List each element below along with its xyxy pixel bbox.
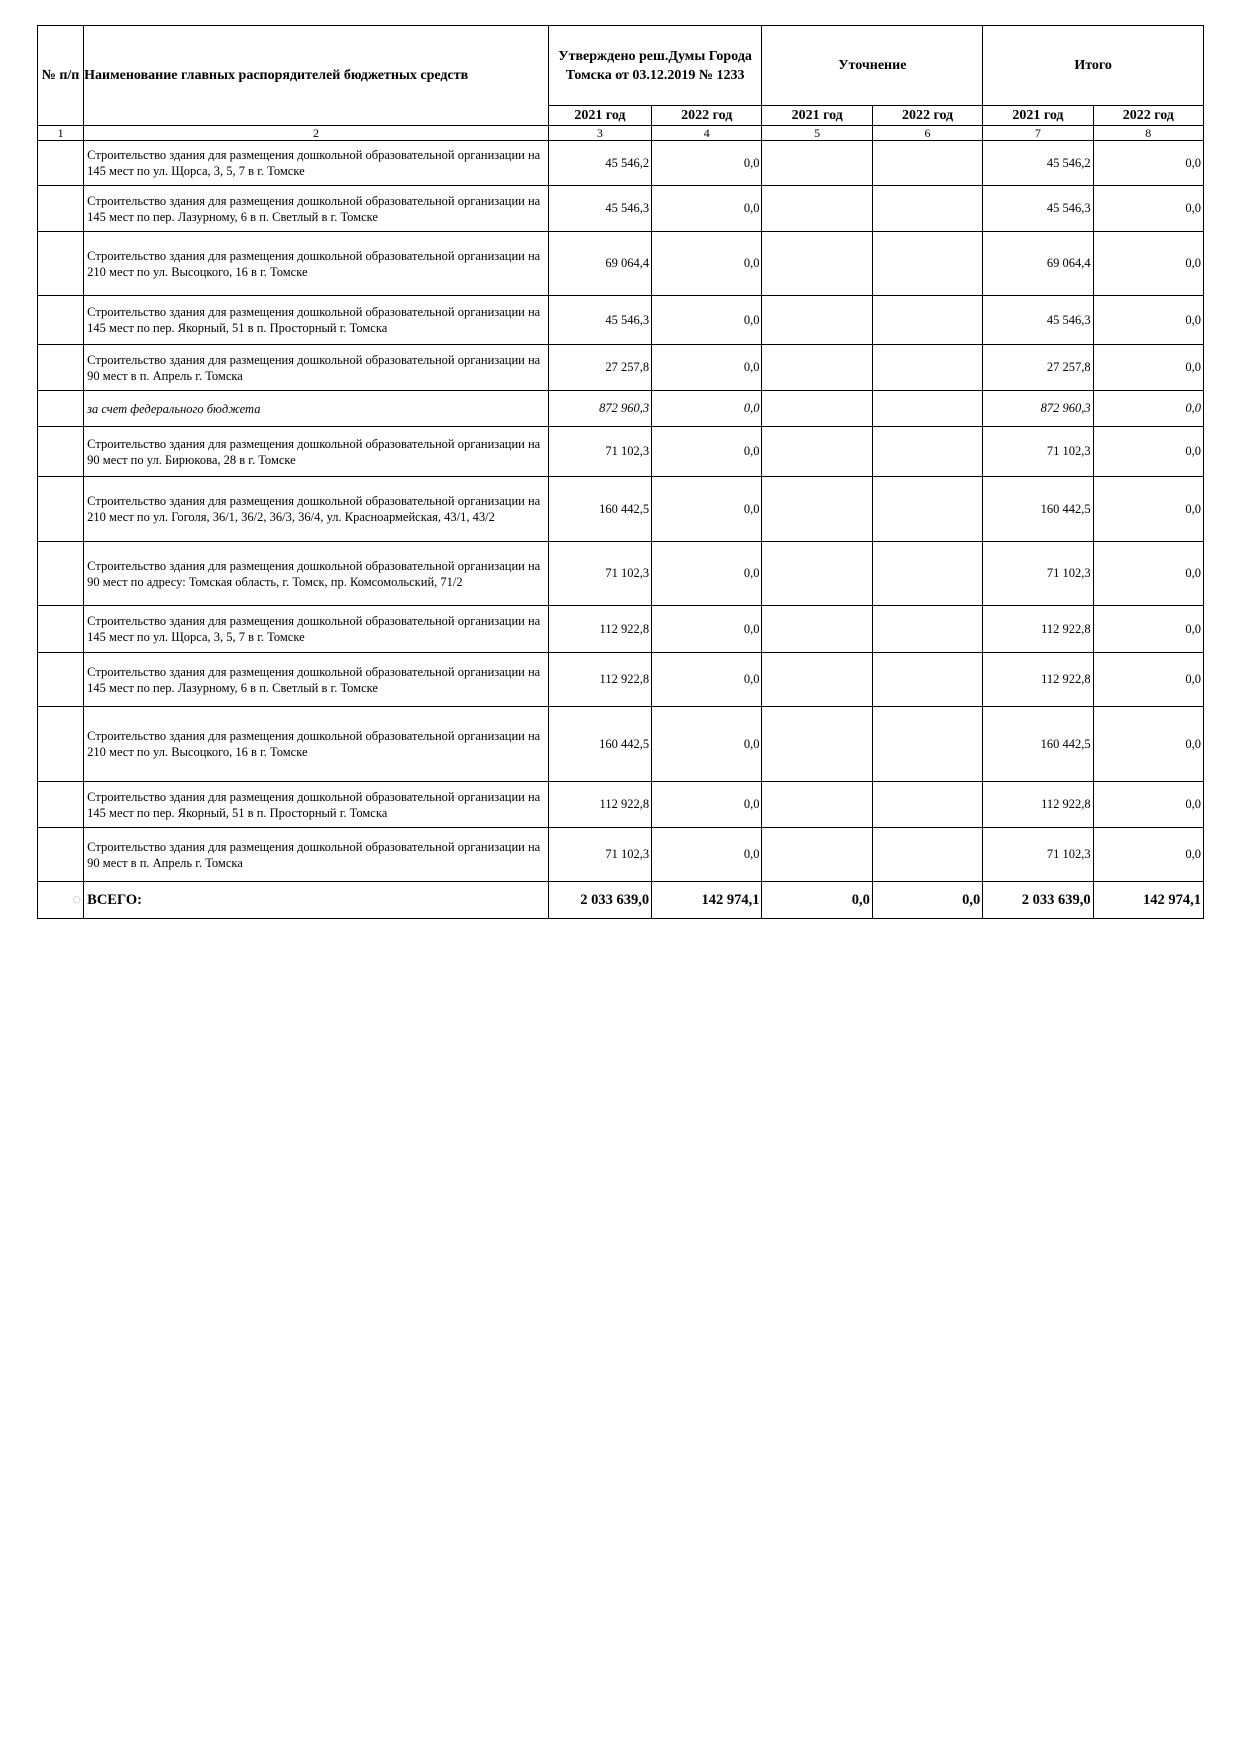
cell-v2022: 0,0 [652, 828, 762, 882]
cell-t2022: 0,0 [1093, 782, 1203, 828]
cell-u2021 [762, 542, 872, 606]
cell-v2021: 71 102,3 [548, 828, 651, 882]
header-year: 2021 год [983, 106, 1093, 126]
cell-t2021: 160 442,5 [983, 707, 1093, 782]
cell-t2022: 0,0 [1093, 653, 1203, 707]
header-year: 2021 год [762, 106, 872, 126]
row-name: Строительство здания для размещения дошкольной образовательной организации на 145 мест по пер. Лазурному, 6 в п. Светлый в г. Томске [84, 653, 549, 707]
cell-v2022: 0,0 [652, 345, 762, 391]
cell-t2022: 0,0 [1093, 427, 1203, 477]
cell-u2022 [872, 653, 982, 707]
table-row [38, 232, 1204, 296]
cell-v2022: 142 974,1 [652, 882, 762, 919]
cell-t2021: 27 257,8 [983, 345, 1093, 391]
cell-t2021: 45 546,3 [983, 296, 1093, 345]
table-row [38, 391, 1204, 427]
cell-u2021 [762, 828, 872, 882]
table-row [38, 542, 1204, 606]
cell-u2022 [872, 542, 982, 606]
cell-v2022: 0,0 [652, 477, 762, 542]
cell-t2022: 0,0 [1093, 141, 1203, 186]
row-name: Строительство здания для размещения дошкольной образовательной организации на 145 мест по ул. Щорса, 3, 5, 7 в г. Томске [84, 606, 549, 653]
cell-u2021 [762, 477, 872, 542]
cell-t2021: 160 442,5 [983, 477, 1093, 542]
table-row [38, 653, 1204, 707]
cell-u2021 [762, 606, 872, 653]
header-refinement: Уточнение [762, 26, 983, 106]
header-year: 2022 год [872, 106, 982, 126]
header-num: № п/п [38, 26, 84, 126]
cell-u2022 [872, 391, 982, 427]
row-name: Строительство здания для размещения дошкольной образовательной организации на 145 мест по ул. Щорса, 3, 5, 7 в г. Томске [84, 141, 549, 186]
row-number [38, 653, 84, 707]
row-number [38, 542, 84, 606]
table-row [38, 296, 1204, 345]
cell-u2021: 0,0 [762, 882, 872, 919]
cell-u2021 [762, 296, 872, 345]
table-row [38, 427, 1204, 477]
cell-t2022: 0,0 [1093, 542, 1203, 606]
row-number [38, 141, 84, 186]
header-year: 2022 год [652, 106, 762, 126]
cell-u2022: 0,0 [872, 882, 982, 919]
cell-v2021: 45 546,2 [548, 141, 651, 186]
col-number: 1 [38, 126, 84, 141]
cell-v2022: 0,0 [652, 427, 762, 477]
row-number [38, 606, 84, 653]
total-row [38, 882, 1204, 919]
row-name: Строительство здания для размещения дошкольной образовательной организации на 210 мест по ул. Высоцкого, 16 в г. Томске [84, 232, 549, 296]
col-number: 7 [983, 126, 1093, 141]
cell-v2022: 0,0 [652, 232, 762, 296]
cell-u2021 [762, 141, 872, 186]
cell-v2022: 0,0 [652, 186, 762, 232]
cell-v2022: 0,0 [652, 141, 762, 186]
cell-u2021 [762, 391, 872, 427]
cell-v2021: 160 442,5 [548, 707, 651, 782]
table-row [38, 477, 1204, 542]
row-name: Строительство здания для размещения дошкольной образовательной организации на 145 мест по пер. Лазурному, 6 в п. Светлый в г. Томске [84, 186, 549, 232]
cell-u2021 [762, 427, 872, 477]
cell-v2022: 0,0 [652, 707, 762, 782]
table-row [38, 782, 1204, 828]
cell-u2022 [872, 345, 982, 391]
cell-u2022 [872, 232, 982, 296]
row-number [38, 782, 84, 828]
row-number [38, 427, 84, 477]
cell-t2021: 872 960,3 [983, 391, 1093, 427]
cell-v2022: 0,0 [652, 782, 762, 828]
row-name: Строительство здания для размещения дошкольной образовательной организации на 90 мест по адресу: Томская область, г. Томск, пр. Комсомольский, 71/2 [84, 542, 549, 606]
cell-u2022 [872, 427, 982, 477]
row-name: Строительство здания для размещения дошкольной образовательной организации на 145 мест по пер. Якорный, 51 в п. Просторный г. Томска [84, 296, 549, 345]
cell-u2021 [762, 782, 872, 828]
cell-v2021: 112 922,8 [548, 606, 651, 653]
cell-u2021 [762, 345, 872, 391]
col-number: 3 [548, 126, 651, 141]
cell-v2022: 0,0 [652, 606, 762, 653]
table-row [38, 141, 1204, 186]
header-year: 2022 год [1093, 106, 1203, 126]
cell-u2021 [762, 653, 872, 707]
cell-v2022: 0,0 [652, 391, 762, 427]
cell-u2022 [872, 477, 982, 542]
col-number: 4 [652, 126, 762, 141]
cell-v2021: 160 442,5 [548, 477, 651, 542]
cell-u2022 [872, 707, 982, 782]
row-name: Строительство здания для размещения дошкольной образовательной организации на 90 мест в п. Апрель г. Томска [84, 345, 549, 391]
header-year: 2021 год [548, 106, 651, 126]
cell-t2021: 112 922,8 [983, 782, 1093, 828]
header-total: Итого [983, 26, 1204, 106]
cell-u2022 [872, 828, 982, 882]
cell-v2021: 45 546,3 [548, 296, 651, 345]
cell-v2021: 71 102,3 [548, 542, 651, 606]
cell-v2021: 45 546,3 [548, 186, 651, 232]
col-number: 8 [1093, 126, 1203, 141]
row-name: Строительство здания для размещения дошкольной образовательной организации на 210 мест по ул. Гоголя, 36/1, 36/2, 36/3, 36/4, ул. Красноармейская, 43/1, 43/2 [84, 477, 549, 542]
col-number: 2 [84, 126, 549, 141]
row-number [38, 296, 84, 345]
table-body [38, 141, 1204, 919]
row-name: Строительство здания для размещения дошкольной образовательной организации на 90 мест по ул. Бирюкова, 28 в г. Томске [84, 427, 549, 477]
header-name: Наименование главных распорядителей бюджетных средств [84, 26, 549, 126]
cell-t2022: 0,0 [1093, 707, 1203, 782]
cell-t2022: 0,0 [1093, 186, 1203, 232]
cell-v2022: 0,0 [652, 296, 762, 345]
cell-u2022 [872, 186, 982, 232]
row-name: Строительство здания для размещения дошкольной образовательной организации на 145 мест по пер. Якорный, 51 в п. Просторный г. Томска [84, 782, 549, 828]
cell-t2021: 112 922,8 [983, 653, 1093, 707]
cell-t2021: 112 922,8 [983, 606, 1093, 653]
table-row [38, 707, 1204, 782]
cell-t2021: 71 102,3 [983, 828, 1093, 882]
cell-t2022: 0,0 [1093, 345, 1203, 391]
row-number [38, 828, 84, 882]
cell-u2021 [762, 232, 872, 296]
cell-t2022: 0,0 [1093, 296, 1203, 345]
row-name: ВСЕГО: [84, 882, 549, 919]
cell-u2022 [872, 606, 982, 653]
row-number: ◌ [38, 882, 84, 919]
table-row [38, 606, 1204, 653]
cell-v2021: 112 922,8 [548, 653, 651, 707]
cell-v2021: 71 102,3 [548, 427, 651, 477]
row-number [38, 232, 84, 296]
row-name: Строительство здания для размещения дошкольной образовательной организации на 90 мест в п. Апрель г. Томска [84, 828, 549, 882]
cell-u2022 [872, 296, 982, 345]
cell-v2021: 2 033 639,0 [548, 882, 651, 919]
cell-v2021: 112 922,8 [548, 782, 651, 828]
row-number [38, 707, 84, 782]
table-row [38, 186, 1204, 232]
row-number [38, 345, 84, 391]
cell-t2021: 45 546,3 [983, 186, 1093, 232]
cell-t2022: 0,0 [1093, 232, 1203, 296]
cell-u2021 [762, 186, 872, 232]
cell-u2022 [872, 782, 982, 828]
cell-v2021: 27 257,8 [548, 345, 651, 391]
cell-u2022 [872, 141, 982, 186]
cell-t2021: 71 102,3 [983, 427, 1093, 477]
row-number [38, 186, 84, 232]
cell-t2022: 0,0 [1093, 477, 1203, 542]
cell-t2021: 2 033 639,0 [983, 882, 1093, 919]
cell-t2021: 45 546,2 [983, 141, 1093, 186]
cell-t2022: 142 974,1 [1093, 882, 1203, 919]
row-number [38, 391, 84, 427]
cell-t2022: 0,0 [1093, 606, 1203, 653]
row-name: за счет федерального бюджета [84, 391, 549, 427]
table-row [38, 345, 1204, 391]
cell-t2022: 0,0 [1093, 828, 1203, 882]
cell-v2022: 0,0 [652, 653, 762, 707]
cell-t2021: 69 064,4 [983, 232, 1093, 296]
budget-table [37, 25, 1204, 919]
row-name: Строительство здания для размещения дошкольной образовательной организации на 210 мест по ул. Высоцкого, 16 в г. Томске [84, 707, 549, 782]
header-approved: Утверждено реш.Думы Города Томска от 03.12.2019 № 1233 [548, 26, 762, 106]
table-row [38, 828, 1204, 882]
col-number: 6 [872, 126, 982, 141]
row-number [38, 477, 84, 542]
cell-v2022: 0,0 [652, 542, 762, 606]
cell-u2021 [762, 707, 872, 782]
cell-v2021: 69 064,4 [548, 232, 651, 296]
cell-t2022: 0,0 [1093, 391, 1203, 427]
col-number: 5 [762, 126, 872, 141]
cell-t2021: 71 102,3 [983, 542, 1093, 606]
cell-v2021: 872 960,3 [548, 391, 651, 427]
